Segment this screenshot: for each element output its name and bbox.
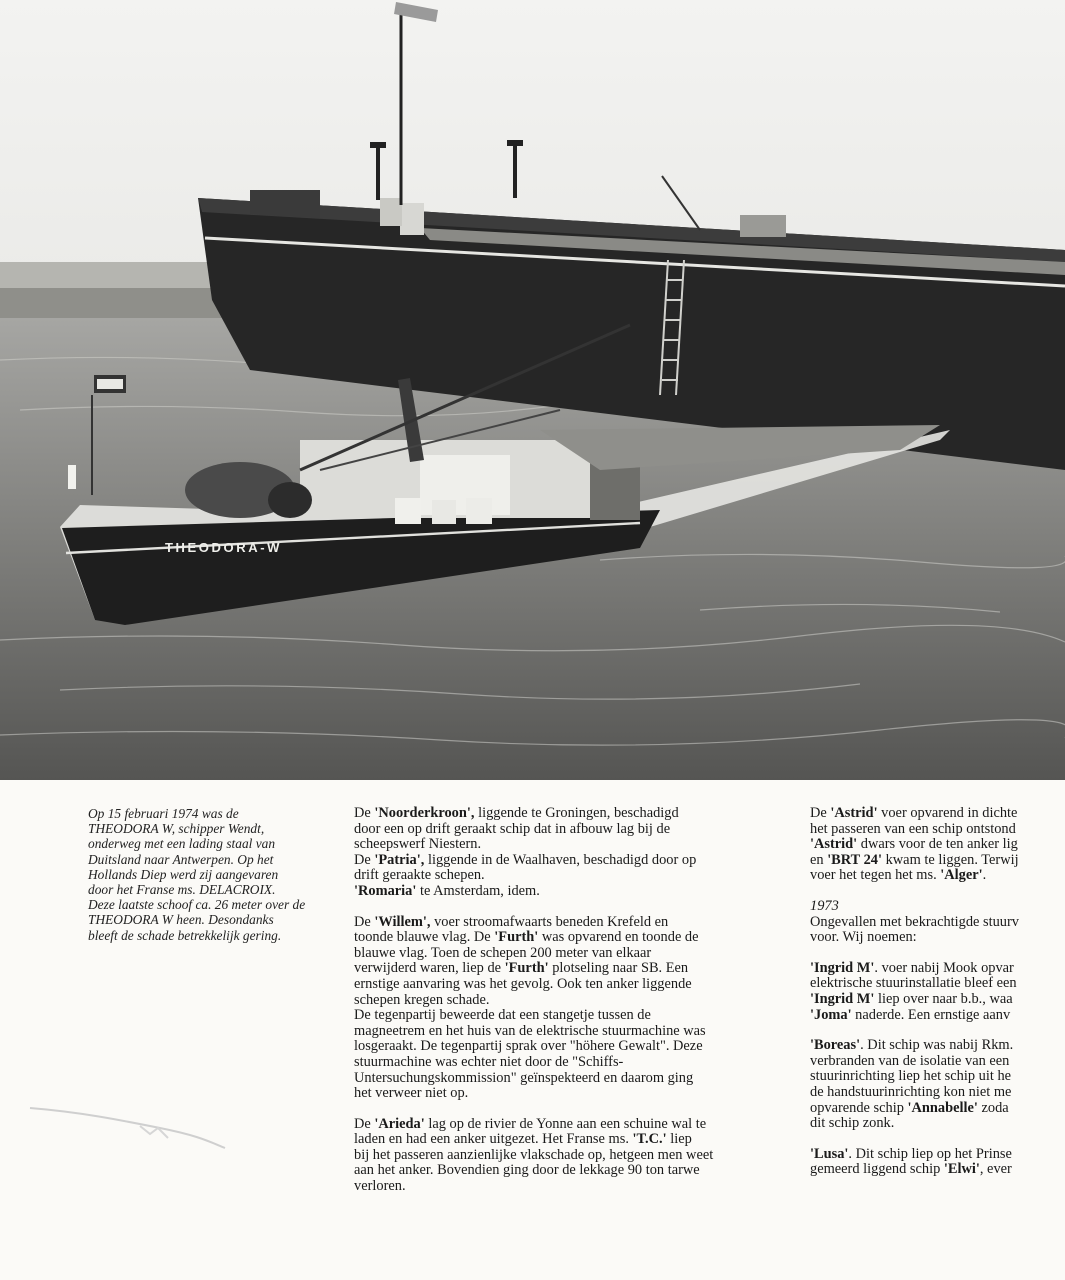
ship-name: 'Astrid' — [830, 806, 878, 821]
paragraph-astrid — [810, 806, 1065, 884]
text-line: ernstige aanvaring was het gevolg. Ook ten anker liggende — [354, 975, 692, 992]
text-line — [810, 992, 1065, 1008]
ship-name: 'Lusa' — [810, 1145, 849, 1162]
text-line: schepen kregen schade. — [354, 991, 490, 1008]
paragraph-noorderkroon — [354, 806, 794, 900]
text-line: De tegenpartij beweerde dat een stangetje tussen de — [354, 1007, 651, 1024]
paragraph-ingrid-m — [810, 961, 1065, 1023]
caption-line: onderweg met een lading staal van — [88, 836, 276, 852]
text-run: . Dit schip liep op het Prinse — [848, 1145, 1012, 1162]
text-line: stuurinrichting liep het schip uit he — [810, 1068, 1012, 1085]
text-run: lag op de rivier de Yonne aan een schuine wal te — [424, 1115, 707, 1132]
text-line: het passeren van een schip ontstond — [810, 820, 1016, 837]
text-line — [810, 806, 1065, 822]
text-run: . voer nabij Mook opvar — [874, 959, 1014, 976]
text-line: blauwe vlag. Toen de schepen 200 meter van elkaar — [354, 944, 652, 961]
text-run: liggende te Groningen, beschadigd — [474, 805, 679, 821]
paragraph-1973 — [810, 899, 1065, 946]
article-column-right — [810, 806, 1065, 1193]
text-run: voer het tegen het ms. — [810, 867, 941, 884]
text-line: De 'Noorderkroon', liggende te Groningen, beschadigd — [354, 805, 679, 821]
text-run: kwam te liggen. Terwij — [882, 851, 1019, 868]
caption-line: THEODORA W heen. Desondanks — [88, 912, 274, 928]
year-heading: 1973 — [810, 897, 839, 914]
text-line — [810, 868, 1065, 884]
text-line: bij het passeren aanzienlijke vlakschade op, hetgeen men weet — [354, 1146, 714, 1163]
text-run: De — [354, 1115, 375, 1132]
article-column-middle — [354, 806, 794, 1210]
text-line — [810, 1101, 1065, 1117]
text-line: Untersuchungskommission" geïnspekteerd en daarom ging — [354, 1069, 694, 1086]
ship-name: 'Astrid' — [810, 836, 858, 853]
text-line: stuurmachine was echter niet door de "Schiffs- — [354, 1053, 624, 1070]
text-run: opvarende schip — [810, 1099, 908, 1116]
text-line: Ongevallen met bekrachtigde stuurv — [810, 913, 1019, 930]
text-run: , ever — [979, 1161, 1012, 1178]
ship-name: 'Ingrid M' — [810, 959, 875, 976]
caption-line: Hollands Diep werd zij aangevaren — [88, 866, 279, 882]
ship-name: 'Annabelle' — [907, 1099, 978, 1116]
text-line: magneetrem en het huis van de elektrische stuurmachine was — [354, 1022, 706, 1039]
text-line — [810, 1162, 1065, 1178]
caption-line: bleeft de schade betrekkelijk gering. — [88, 927, 282, 943]
text-line — [810, 1147, 1065, 1163]
text-line — [810, 837, 1065, 853]
text-line: De 'Patria', liggende in de Waalhaven, beschadigd door op — [354, 851, 697, 868]
ship-name: 'T.C.' — [632, 1131, 667, 1148]
ship-name: 'Alger' — [940, 867, 983, 884]
text-run: voer opvarend in dichte — [877, 806, 1018, 821]
text-line — [810, 853, 1065, 869]
ship-name: 'Patria', — [374, 851, 425, 868]
paragraph-boreas — [810, 1038, 1065, 1132]
text-line — [810, 961, 1065, 977]
text-line — [354, 884, 794, 900]
text-run: voer stroomafwaarts beneden Krefeld en — [430, 913, 669, 930]
ship-name: 'Arieda' — [374, 1115, 425, 1132]
text-run: liep over naar b.b., waa — [874, 990, 1013, 1007]
text-run: gemeerd liggend schip — [810, 1161, 944, 1178]
ship-name: 'Furth' — [504, 960, 549, 977]
text-line — [354, 1132, 794, 1148]
caption-line: Op 15 februari 1974 was de — [88, 806, 239, 821]
text-run: plotseling naar SB. Een — [548, 960, 689, 977]
text-line: voor. Wij noemen: — [810, 929, 917, 946]
text-line: drift geraakte schepen. — [354, 867, 485, 884]
text-run: dwars voor de ten anker lig — [857, 836, 1018, 853]
text-run: naderde. Een ernstige aanv — [851, 1006, 1011, 1023]
text-line — [810, 1038, 1065, 1054]
caption-line: door het Franse ms. DELACROIX. — [88, 882, 276, 898]
text-run: was opvarend en toonde de — [538, 929, 699, 946]
ship-name: 'Elwi' — [943, 1161, 980, 1178]
text-line — [354, 1117, 794, 1133]
text-line: losgeraakt. De tegenpartij sprak over "höhere Gewalt". Deze — [354, 1038, 703, 1055]
ship-name: 'Boreas' — [810, 1037, 861, 1054]
photo-caption — [88, 806, 333, 943]
ship-name: 'Joma' — [810, 1006, 852, 1023]
pencil-scrawl — [20, 1098, 230, 1158]
ship-name: 'BRT 24' — [827, 851, 882, 868]
text-run: verwijderd waren, liep de — [354, 960, 505, 977]
text-run: te Amsterdam, idem. — [416, 882, 540, 899]
ship-name: 'Romaria' — [354, 882, 417, 899]
text-line: aan het anker. Bovendien ging door de lekkage 90 ton tarwe — [354, 1162, 700, 1179]
ship-name: 'Ingrid M' — [810, 990, 875, 1007]
text-line: door een op drift geraakt schip dat in afbouw lag bij de — [354, 820, 671, 837]
text-line: scheepswerf Niestern. — [354, 836, 482, 853]
caption-line: Duitsland naar Antwerpen. Op het — [88, 851, 274, 867]
text-run: liggende in de Waalhaven, beschadigd door op — [424, 851, 697, 868]
text-line: verbranden van de isolatie van een — [810, 1052, 1010, 1069]
ship-name: 'Furth' — [494, 929, 539, 946]
text-run: De — [810, 806, 831, 821]
text-line — [810, 1008, 1065, 1024]
text-line — [354, 961, 794, 977]
text-run: . — [982, 867, 987, 884]
text-line: De 'Willem', voer stroomafwaarts beneden Krefeld en — [354, 913, 669, 930]
text-run: zoda — [977, 1099, 1009, 1116]
text-run: . Dit schip was nabij Rkm. — [860, 1037, 1014, 1054]
text-line — [354, 930, 794, 946]
text-line: dit schip zonk. — [810, 1115, 895, 1132]
caption-line: Deze laatste schoof ca. 26 meter over de — [88, 897, 306, 913]
text-line: het verweer niet op. — [354, 1085, 469, 1102]
ship-name: 'Noorderkroon', — [374, 805, 475, 821]
paragraph-lusa — [810, 1147, 1065, 1178]
text-run: liep — [666, 1131, 692, 1148]
ship-name: 'Willem', — [374, 913, 431, 930]
text-line: elektrische stuurinstallatie bleef een — [810, 975, 1017, 992]
text-line: verloren. — [354, 1178, 406, 1195]
text-run: laden en had een anker uitgezet. Het Franse ms. — [354, 1131, 633, 1148]
paragraph-arieda — [354, 1117, 794, 1195]
caption-line: THEODORA W, schipper Wendt, — [88, 821, 265, 837]
text-run: en — [810, 851, 828, 868]
text-line: de handstuurinrichting kon niet me — [810, 1083, 1012, 1100]
paragraph-willem — [354, 915, 794, 1102]
text-run: toonde blauwe vlag. De — [354, 929, 495, 946]
hull-lettering: THEODORA-W — [165, 540, 282, 555]
